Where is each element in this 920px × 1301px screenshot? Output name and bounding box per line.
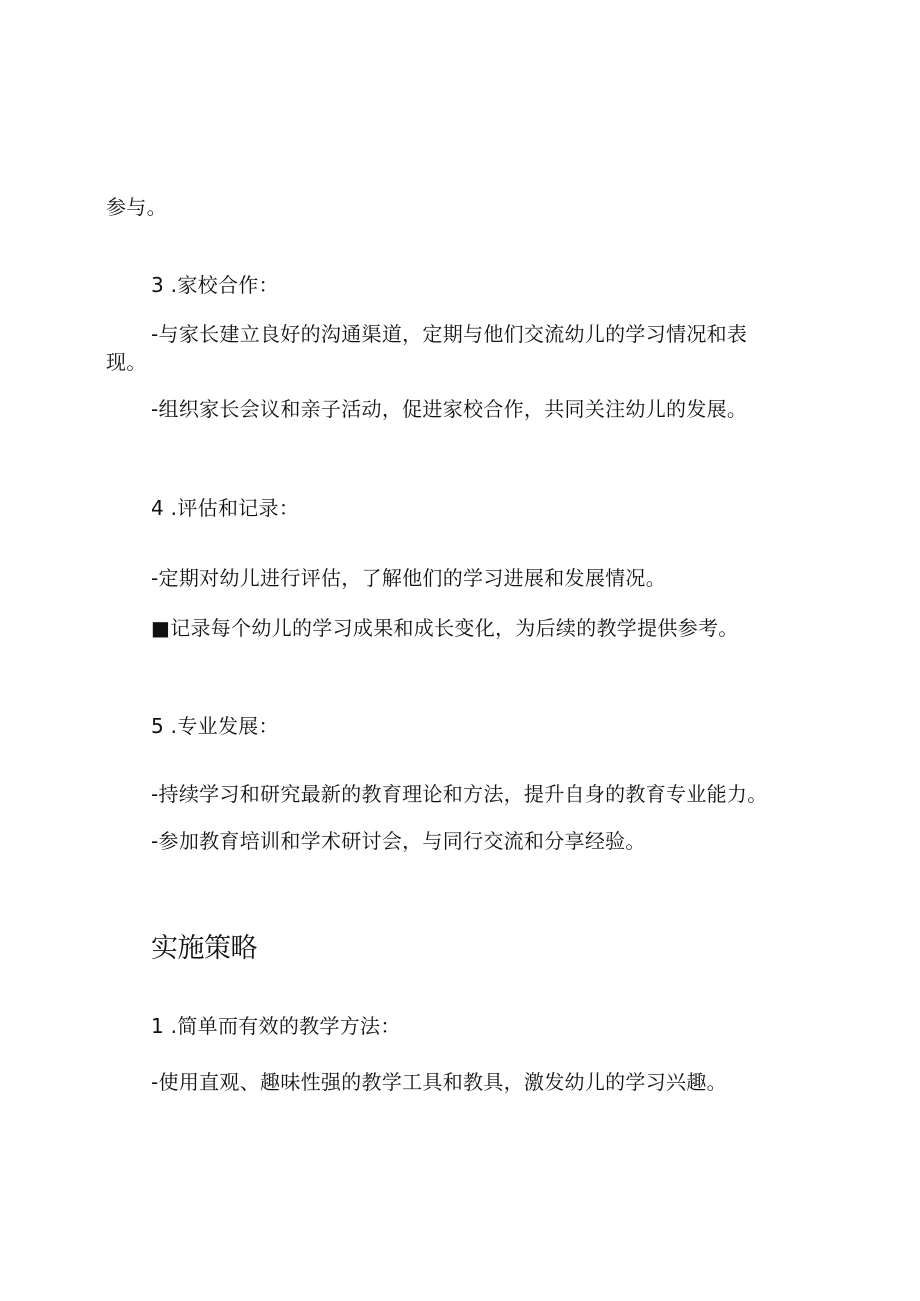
- list-item: -组织家长会议和亲子活动，促进家校合作，共同关注幼儿的发展。: [151, 397, 748, 421]
- section-heading-home-school: 3 .家校合作：: [151, 273, 279, 297]
- section-heading-professional: 5 .专业发展：: [151, 714, 279, 738]
- list-item: -定期对幼儿进行评估，了解他们的学习进展和发展情况。: [151, 566, 667, 590]
- list-item: -参加教育培训和学术研讨会，与同行交流和分享经验。: [151, 829, 646, 853]
- list-item: -与家长建立良好的沟通渠道，定期与他们交流幼儿的学习情况和表: [151, 322, 748, 346]
- section-heading-assessment: 4 .评估和记录：: [151, 496, 300, 520]
- list-item: -持续学习和研究最新的教育理论和方法，提升自身的教育专业能力。: [151, 782, 768, 806]
- list-item: -使用直观、趣味性强的教学工具和教具，激发幼儿的学习兴趣。: [151, 1070, 727, 1094]
- list-item-continuation: 现。: [106, 350, 147, 374]
- continuation-text: 参与。: [106, 195, 167, 219]
- strategy-title: 实施策略: [151, 933, 257, 964]
- strategy-section-heading: 1 .简单而有效的教学方法：: [151, 1014, 401, 1038]
- list-item: ■记录每个幼儿的学习成果和成长变化，为后续的教学提供参考。: [151, 616, 739, 640]
